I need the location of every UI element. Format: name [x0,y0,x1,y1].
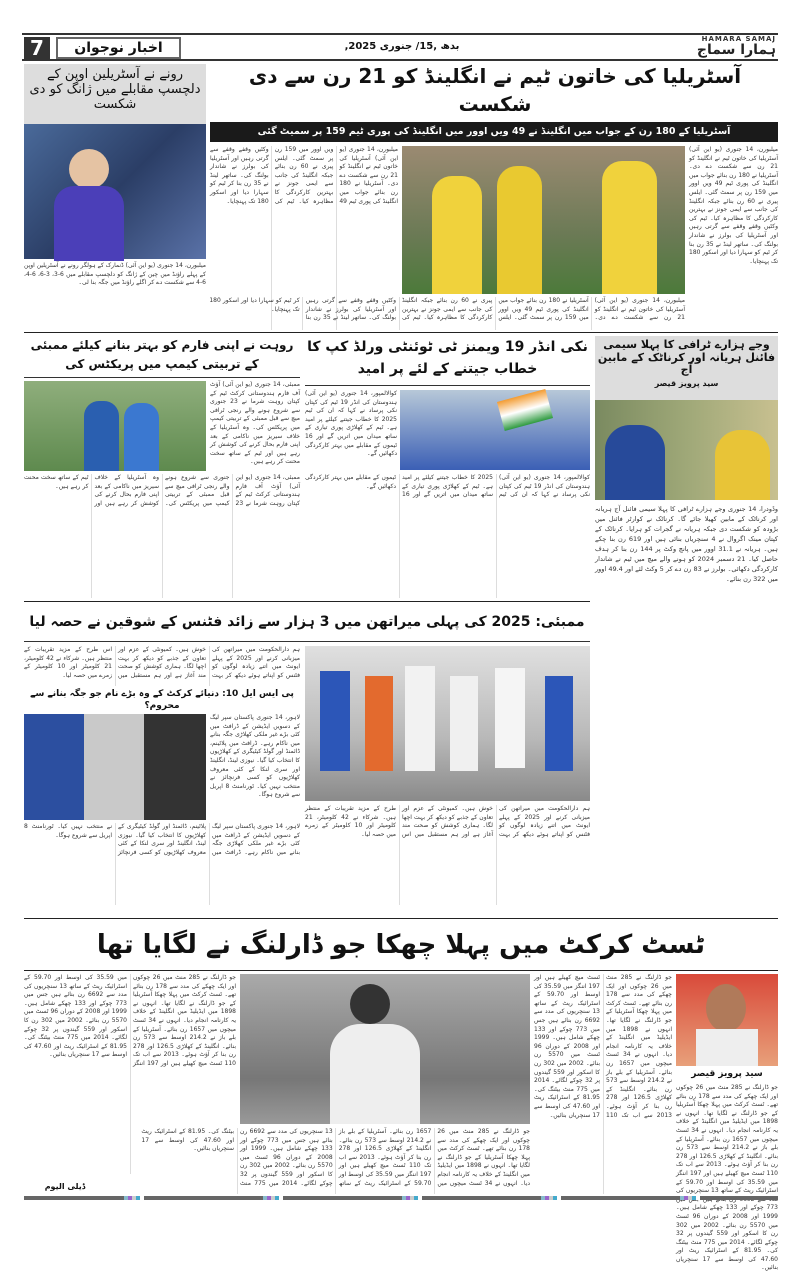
lead-subhead: آسٹریلیا کے 180 رن کے جواب میں انگلینڈ نے 49 ویں اوور میں انگلینڈ کی پوری ٹیم 159 پر سمیٹ گئی [210,122,778,142]
footer-credit: ڈیلی الیوم [44,1182,86,1191]
marathon-headline: ممبئی: 2025 کی پہلی میراتھن میں 3 ہزار سے زائد فٹنس کے شوقین نے حصہ لیا [24,604,590,642]
lead-headline: آسٹریلیا کی خاتون ٹیم نے انگلینڈ کو 21 رن سے دی شکست [248,64,742,116]
u19-headline: نکی انڈر 19 ویمنز ٹی ٹوئنٹی ورلڈ کپ کا خطاب جیتنے کے لئے پر امید [305,336,590,386]
logo-english: HAMARA SAMAJ [701,35,776,43]
test-body-bottom: جو ڈارلنگ نے 285 منٹ میں 26 چوکوں اور ایک چھکے کی مدد سے 178 رن بنائے تھے۔ ٹسٹ کرکٹ میں پہلا چھکا آسٹریلیا کے جو ڈارلنگ نے لگایا تھا۔ انہوں نے 1898 میں ایڈیلیڈ میں انگلینڈ کے خلاف یہ کارنامہ انجام دیا۔ انہوں نے 34 ٹسٹ میچوں میں 1657 رن بنائے۔ آسٹریلیا کے بلے باز نے 214.2 اوسط سے 573 رن بنائے۔ انگلینڈ کے کھلاڑی 126.5 اور 278 رن بنا کر آؤٹ ہوئے۔ 2013 سے اب تک 110 ٹسٹ میچ کھیلے ہیں اور 197 اننگز میں 35.59 کی اوسط اور 59.70 کے اسٹرائیک ریٹ کے ساتھ 13 سنچریوں کی مدد سے 6692 رن بنائے ہیں جس میں 773 چوکے اور 133 چھکے شامل ہیں۔ 1999 اور 2008 کے دوران 96 ٹسٹ میں 5570 رن بنائے۔ 2002 میں 302 رن کا اسکور اور 559 گیندوں پر 32 چوکے لگائے۔ 2014 میں 775 منٹ بیٹنگ کی۔ 81.95 کے اسٹرائیک ریٹ اور 47.60 کی اوسط سے 17 سنچریاں بنائیں۔ [141,1128,531,1187]
vijay-article [595,336,778,906]
psl-headline: پی ایس ایل 10: دنیائے کرکٹ کے وہ بڑے نام جو جگہ بنانے سے محروم؟ [30,689,294,711]
marathon-photo [305,646,590,801]
vijay-photo [595,400,778,500]
test-body-mid: جو ڈارلنگ نے 285 منٹ میں 26 چوکوں اور ایک چھکے کی مدد سے 178 رن بنائے تھے۔ ٹسٹ کرکٹ میں پہلا چھکا آسٹریلیا کے جو ڈارلنگ نے لگایا تھا۔ انہوں نے 1898 میں ایڈیلیڈ میں انگلینڈ کے خلاف یہ کارنامہ انجام دیا۔ انہوں نے 34 ٹسٹ میچوں میں 1657 رن بنائے۔ آسٹریلیا کے بلے باز نے 214.2 اوسط سے 573 رن بنائے۔ انگلینڈ کے کھلاڑی 126.5 اور 278 رن بنا کر آؤٹ ہوئے۔ 2013 سے اب تک 110 ٹسٹ میچ کھیلے ہیں اور 197 اننگز میں 35.59 کی اوسط اور 59.70 کے اسٹرائیک ریٹ کے ساتھ 13 سنچریوں کی مدد سے 6692 رن بنائے ہیں جس میں 773 چوکے اور 133 چھکے شامل ہیں۔ 1999 اور 2008 کے دوران 96 ٹسٹ میں 5570 رن بنائے۔ 2002 میں 302 رن کا اسکور اور 559 گیندوں پر 32 چوکے لگائے۔ 2014 میں 775 منٹ بیٹنگ کی۔ 81.95 کے اسٹرائیک ریٹ اور 47.60 کی اوسط سے 17 سنچریاں بنائیں۔ [534,974,673,1119]
rohit-photo [24,381,206,471]
lead-body-bottom: میلبورن، 14 جنوری (یو این آئی) آسٹریلیا کی خاتون ٹیم نے انگلینڈ کو 21 رن سے شکست دے دی۔ آسٹریلیا نے 180 رن بنائے جواب میں انگلینڈ کی پوری ٹیم 49 ویں اوور میں 159 رن پر سمٹ گئی۔ ایلس پیری نے 60 رن بنائے جبکہ انگلینڈ کی جانب سے ایمی جونز نے بہترین کارکردگی کا مظاہرہ کیا۔ ٹیم کی وکٹیں وقفے وقفے سے گرتی رہیں اور آسٹریلیا کی بولرز نے شاندار بولنگ کی۔ ساتھر لینڈ نے 35 رن بنا کر ٹیم کو سہارا دیا اور اسکور 180 تک پہنچایا۔ [209,297,685,322]
tennis-headline: رونے نے آسٹریلین اوپن کے دلچسپ مقابلے میں ژانگ کو دی شکست [24,64,206,124]
psl-body: لاہور، 14 جنوری پاکستان سپر لیگ کے دسویں ایڈیشن کے ڈرافٹ میں کئی بڑے غیر ملکی کھلاڑی جگہ بنانے میں ناکام رہے۔ ڈرافٹ میں پلاٹینم، ڈائمنڈ اور گولڈ کیٹیگری کے کھلاڑیوں کا انتخاب کیا گیا۔ نیوزی لینڈ، انگلینڈ اور سری لنکا کے کئی معروف کھلاڑیوں کو کسی فرنچائز نے منتخب نہیں کیا۔ ٹورنامنٹ 8 اپریل سے شروع ہوگا۔ [24,823,300,856]
psl-body-right: لاہور، 14 جنوری پاکستان سپر لیگ کے دسویں ایڈیشن کے ڈرافٹ میں کئی بڑے غیر ملکی کھلاڑی جگہ بنانے میں ناکام رہے۔ ڈرافٹ میں پلاٹینم، ڈائمنڈ اور گولڈ کیٹیگری کے کھلاڑیوں کا انتخاب کیا گیا۔ نیوزی لینڈ، انگلینڈ اور سری لنکا کے کئی معروف کھلاڑیوں کو کسی فرنچائز نے منتخب نہیں کیا۔ ٹورنامنٹ 8 اپریل سے شروع ہوگا۔ [210,714,300,799]
vijay-byline: سید پرویز قیصر [654,378,719,388]
lead-body-left: میلبورن، 14 جنوری (یو این آئی) آسٹریلیا کی خاتون ٹیم نے انگلینڈ کو 21 رن سے شکست دے دی۔ آسٹریلیا نے 180 رن بنائے جواب میں انگلینڈ کی پوری ٹیم 49 ویں اوور میں 159 رن پر سمٹ گئی۔ ایلس پیری نے 60 رن بنائے جبکہ انگلینڈ کی جانب سے ایمی جونز نے بہترین کارکردگی کا مظاہرہ کیا۔ ٹیم کی وکٹیں وقفے وقفے سے گرتی رہیں اور آسٹریلیا کی بولرز نے شاندار بولنگ کی۔ ساتھر لینڈ نے 35 رن بنا کر ٹیم کو سہارا دیا اور اسکور 180 تک پہنچایا۔ [210,146,398,205]
marathon-body: ہم دارالحکومت میں میراتھن کی میزبانی کرنے اور 2025 کے پہلے ایونٹ میں اتنے زیادہ لوگوں کو فٹنس کو اپناتے ہوئے دیکھ کر بہت خوش ہیں۔ کمیونٹی کے عزم اور تعاون کے جذبے کو دیکھ کر بہت اچھا لگا۔ ہماری کوشش کو صحت مند آغاز ہے اور ہم مستقبل میں اس طرح کے مزید تقریبات کے منتظر ہیں۔ شرکاء نے 42 کلومیٹر، 21 کلومیٹر اور 10 کلومیٹر کے زمرے میں حصہ لیا۔ [24,646,301,679]
logo-urdu: ہمارا سماج [696,42,776,58]
psl-photo [24,714,206,820]
test-byline: سید پرویز قیصر [691,1069,763,1079]
rohit-body: ممبئی، 14 جنوری (یو این آئی) آؤٹ آف فارم ہندوستانی کرکٹ ٹیم کے کپتان روہت شرما نے 23 جنوری سے شروع ہونے والے رنجی ٹرافی میچ سے قبل ممبئی کے تربیتی کیمپ میں پریکٹس کی۔ وہ آسٹریلیا کے خلاف سیریز میں ناکامی کے بعد اپنی فارم بحال کرنے کی کوشش کر رہے ہیں اور ٹیم کے ساتھ سخت محنت کر رہے ہیں۔ [24,474,300,507]
section-name: اخبار نوجوان [56,37,181,59]
marathon-body-bottom: ہم دارالحکومت میں میراتھن کی میزبانی کرنے اور 2025 کے پہلے ایونٹ میں اتنے زیادہ لوگوں کو فٹنس کو اپناتے ہوئے دیکھ کر بہت خوش ہیں۔ کمیونٹی کے عزم اور تعاون کے جذبے کو دیکھ کر بہت اچھا لگا۔ ہماری کوشش کو صحت مند آغاز ہے اور ہم مستقبل میں اس طرح کے مزید تقریبات کے منتظر ہیں۔ شرکاء نے 42 کلومیٹر، 21 کلومیٹر اور 10 کلومیٹر کے زمرے میں حصہ لیا۔ [305,805,590,838]
tennis-article [24,64,206,330]
test-body-right: جو ڈارلنگ نے 285 منٹ میں 26 چوکوں اور ایک چھکے کی مدد سے 178 رن بنائے تھے۔ ٹسٹ کرکٹ میں پہلا چھکا آسٹریلیا کے جو ڈارلنگ نے لگایا تھا۔ انہوں نے 1898 میں ایڈیلیڈ میں انگلینڈ کے خلاف یہ کارنامہ انجام دیا۔ انہوں نے 34 ٹسٹ میچوں میں 1657 رن بنائے۔ آسٹریلیا کے بلے باز نے 214.2 اوسط سے 573 رن بنائے۔ انگلینڈ کے کھلاڑی 126.5 اور 278 رن بنا کر آؤٹ ہوئے۔ 2013 سے اب تک 110 ٹسٹ میچ کھیلے ہیں اور 197 اننگز میں 35.59 کی اوسط اور 59.70 کے اسٹرائیک ریٹ کے ساتھ 13 سنچریوں کی 773 چوکے اور 133 چھکے شامل ہیں۔ 1999 اور 2008 کے دوران 96 ٹسٹ میں 5570 رن بنائے۔ 2002 میں 302 رن کا اسکور اور 559 گیندوں پر 32 چوکے لگائے۔ 2014 میں 775 منٹ بیٹنگ کی۔ 81.95 کے اسٹرائیک ریٹ اور 47.60 کی اوسط سے 17 سنچریاں بنائیں۔ [676,1084,779,1272]
date: بدھ ,15/ جنوری 2025, [344,41,460,52]
u19-body-left: کوالالمپور، 14 جنوری (یو این آئی) ہندوستان کی انڈر 19 ٹیم کی کپتان نکی پرساد نے کہا کہ ان کی ٹیم 2025 کا خطاب جیتنے کیلئے پر امید ہے۔ ٹیم کے کھلاڑی پوری تیاری کے ساتھ میدان میں اتریں گے اور 16 ٹیموں کے مقابلے میں بہتر کارکردگی دکھائیں گے۔ [305,390,397,458]
u19-body: کوالالمپور، 14 جنوری (یو این آئی) ہندوستان کی انڈر 19 ٹیم کی کپتان نکی پرساد نے کہا کہ ان کی ٹیم 2025 کا خطاب جیتنے کیلئے پر امید ہے۔ ٹیم کے کھلاڑی پوری تیاری کے ساتھ میدان میں اتریں گے اور 16 ٹیموں کے مقابلے میں بہتر کارکردگی دکھائیں گے۔ [305,474,590,499]
vijay-headline: وجے ہزارے ٹرافی کا پہلا سیمی فائنل ہریانہ اور کرناٹک کے مابین آج [597,338,776,377]
test-body-left: جو ڈارلنگ نے 285 منٹ میں 26 چوکوں اور ایک چھکے کی مدد سے 178 رن بنائے تھے۔ ٹسٹ کرکٹ میں پہلا چھکا آسٹریلیا کے جو ڈارلنگ نے لگایا تھا۔ انہوں نے 1898 میں ایڈیلیڈ میں انگلینڈ کے خلاف یہ کارنامہ انجام دیا۔ انہوں نے 34 ٹسٹ میچوں میں 1657 رن بنائے۔ آسٹریلیا کے بلے باز نے 214.2 اوسط سے 573 رن بنائے۔ انگلینڈ کے کھلاڑی 126.5 اور 278 رن بنا کر آؤٹ ہوئے۔ 2013 سے اب تک 110 ٹسٹ میچ کھیلے ہیں اور 197 اننگز میں 35.59 کی اوسط اور 59.70 کے اسٹرائیک ریٹ کے ساتھ 13 سنچریوں کی مدد سے 6692 رن بنائے ہیں جس میں 773 چوکے اور 133 چھکے شامل ہیں۔ 1999 اور 2008 کے دوران 96 ٹسٹ میں 5570 رن بنائے۔ 2002 میں 302 رن کا اسکور اور 559 گیندوں پر 32 چوکے لگائے۔ 2014 میں 775 منٹ بیٹنگ کی۔ 81.95 کے اسٹرائیک ریٹ اور 47.60 کی اوسط سے 17 سنچریاں بنائیں۔ [24,974,237,1067]
lead-body-right: میلبورن، 14 جنوری (یو این آئی) آسٹریلیا کی خاتون ٹیم نے انگلینڈ کو 21 رن سے شکست دے دی۔ آسٹریلیا نے 180 رن بنائے جواب میں انگلینڈ کی پوری ٹیم 49 ویں اوور میں 159 رن پر سمٹ گئی۔ ایلس پیری نے 60 رن بنائے جبکہ انگلینڈ کی جانب سے ایمی جونز نے بہترین کارکردگی کا مظاہرہ کیا۔ ٹیم کی وکٹیں وقفے وقفے سے گرتی رہیں اور آسٹریلیا کی بولرز نے شاندار بولنگ کی۔ ساتھر لینڈ نے 35 رن بنا کر ٹیم کو سہارا دیا اور اسکور 180 تک پہنچایا۔ [689,146,779,265]
tennis-photo [24,124,206,259]
rohit-body-right: ممبئی، 14 جنوری (یو این آئی) آؤٹ آف فارم ہندوستانی کرکٹ ٹیم کے کپتان روہت شرما نے 23 جنوری سے شروع ہونے والے رنجی ٹرافی میچ سے قبل ممبئی کے تربیتی کیمپ میں پریکٹس کی۔ وہ آسٹریلیا کے خلاف سیریز میں ناکامی کے بعد اپنی فارم بحال کرنے کی کوشش کر رہے ہیں اور ٹیم کے ساتھ سخت محنت کر رہے ہیں۔ [210,381,301,466]
vijay-body: وڈودرا، 14 جنوری وجے ہزارے ٹرافی کا پہلا سیمی فائنل آج ہریانہ اور کرناٹک کے مابین کھیلا جائے گا۔ کرناٹک نے کوارٹر فائنل میں بڑودہ کو شکست دی جبکہ ہریانہ نے گجرات کو ہرایا۔ کرناٹک کے کپتان مینک اگروال نے 4 سنچریاں بنائی ہیں اور 619 رن بنا چکے ہیں۔ ہریانہ نے 31.1 اوور میں پانچ وکٹ پر 144 رن بنا کر ہدف حاصل کیا۔ 21 دسمبر 2024 کو ہونے والے میچ میں ٹیم نے شاندار کارکردگی دکھائی۔ بولرز نے 83 رن دے کر 5 وکٹ لئے اور 49.4 اوور میں 322 رن بنائے۔ [595,505,778,583]
footer-divider [24,1196,778,1200]
masthead [22,33,778,61]
test-headline: ٹسٹ کرکٹ میں پہلا چھکا جو ڈارلنگ نے لگایا تھا [96,930,706,960]
tennis-body: میلبورن، 14 جنوری (یو این آئی) ڈنمارک کے ہولگر رونے نے آسٹریلین اوپن کے پہلے راؤنڈ میں چین کے ژانگ کو دلچسپ مقابلے میں 6-3، 3-6، 6-4، 6-4 سے شکست دے کر اگلے راؤنڈ میں جگہ بنا لی۔ [24,262,207,287]
test-photo [240,974,530,1124]
u19-photo [400,390,590,470]
rohit-headline: روہت نے اپنی فارم کو بہتر بنانے کیلئے ممبئی کے تربیتی کیمپ میں پریکٹس کی [24,336,300,378]
page-number: 7 [24,37,50,59]
lead-photo [402,146,685,294]
author-photo [676,974,778,1066]
logo [646,35,776,59]
